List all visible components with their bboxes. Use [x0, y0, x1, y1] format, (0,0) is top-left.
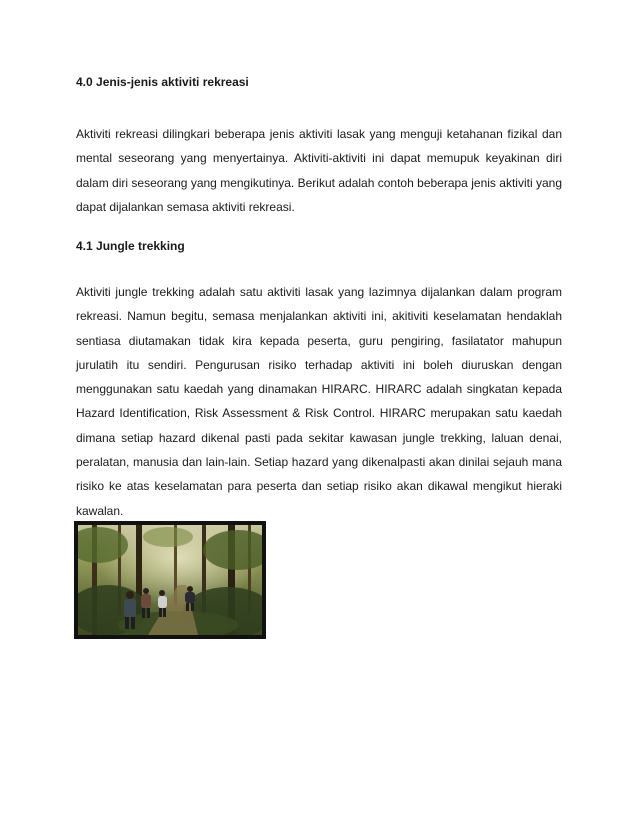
section-paragraph-jenis-aktiviti: Aktiviti rekreasi dilingkari beberapa jenis aktiviti lasak yang menguji ketahanan fizikal dan mental seseorang yang menyertainya. Aktiviti-aktiviti ini dapat memupuk keyakinan diri dalam diri seseorang yang mengikutinya. Berikut adalah contoh beberapa jenis aktiviti yang dapat dijalankan semasa aktiviti rekreasi.	[76, 127, 562, 214]
section-heading-jungle-trekking: 4.1 Jungle trekking	[76, 239, 185, 253]
section-heading-jenis-aktiviti: 4.0 Jenis-jenis aktiviti rekreasi	[76, 75, 249, 89]
jungle-trekking-photo	[74, 521, 266, 639]
section-paragraph-jungle-trekking: Aktiviti jungle trekking adalah satu aktiviti lasak yang lazimnya dijalankan dalam program rekreasi. Namun begitu, semasa menjalankan aktiviti ini, akitiviti keselamatan hendaklah sentiasa diutamakan tidak kira kepada peserta, guru pengiring, fasilatator mahupun jurulatih itu sendiri. Pengurusan risiko terhadap aktiviti ini boleh diuruskan dengan menggunakan satu kaedah yang dinamakan HIRARC. HIRARC adalah singkatan kepada Hazard Identification, Risk Assessment & Risk Control. HIRARC merupakan satu kaedah dimana setiap hazard dikenal pasti pada sekitar kawasan jungle trekking, laluan denai, peralatan, manusia dan lain-lain. Setiap hazard yang dikenalpasti akan dinilai sejauh mana risiko ke atas keselamatan para peserta dan setiap risiko akan dikawal mengikut hieraki kawalan.	[76, 285, 562, 518]
jungle-trekking-image	[78, 525, 262, 635]
